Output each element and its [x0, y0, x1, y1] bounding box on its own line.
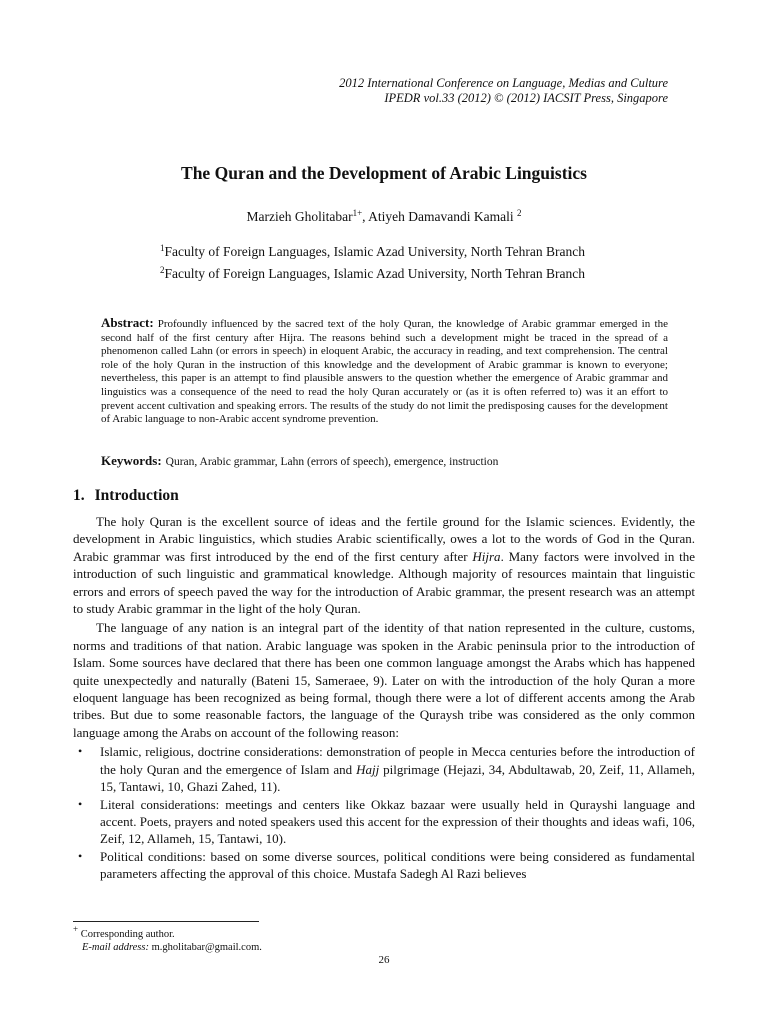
conference-header: [339, 76, 668, 106]
list-item: [78, 848, 695, 883]
author-separator: ,: [362, 209, 369, 224]
footnote-line-2: [73, 941, 262, 954]
affiliation-2: [160, 266, 585, 282]
affiliation-1: [160, 244, 585, 260]
bullet-2-text: Literal considerations: meetings and centers like Okkaz bazaar were usually held in Qurayshi language and accent. Poets, prayers and noted speakers used this accent for the expression of their thoughts and ideas wafi, 106, Zeif, 12, Allameh, 15, Tantawi, 10).: [100, 796, 695, 847]
keywords-label: Keywords:: [101, 453, 162, 468]
paragraph-1-hijra: Hijra: [472, 548, 501, 564]
author-1-name: Marzieh Gholitabar: [246, 209, 353, 224]
affiliation-1-text: Faculty of Foreign Languages, Islamic Azad University, North Tehran Branch: [164, 244, 585, 259]
paragraph-1-text-a: The holy Quran is the excellent source of ideas and the fertile ground for the Islamic sciences. Evidently, the development in Arabic linguistics, which studies Arabic scientifically, owes a lot to the words of God in the Quran. Arabic grammar was first introduced by the end of the first century after: [73, 514, 695, 564]
affiliation-1-mark: 1: [160, 243, 165, 253]
bullet-icon: •: [78, 848, 83, 863]
section-title: Introduction: [94, 487, 179, 504]
bullet-3-text: Political conditions: based on some diverse sources, political conditions were being considered as fundamental parameters affecting the approval of this choice. Mustafa Sadegh Al Razi believes: [100, 848, 695, 882]
abstract: [101, 316, 668, 427]
bullet-icon: •: [78, 796, 83, 811]
footnote-marker: +: [73, 924, 79, 934]
paragraph-1-text-b: . Many factors were involved in the introduction of such linguistic and grammatical knowledge. Although majority of resources maintain that linguistic errors and errors of speech paved the way for the introduction of Arabic grammar, the present research was an attempt to study Arabic grammar in the light of the holy Quran.: [73, 548, 695, 617]
publication-info: IPEDR vol.33 (2012) © (2012) IACSIT Press, Singapore: [384, 91, 668, 105]
email-address: m.gholitabar@gmail.com.: [148, 942, 262, 953]
list-item: [78, 796, 695, 848]
abstract-label: Abstract:: [101, 315, 154, 330]
keywords-text: Quran, Arabic grammar, Lahn (errors of speech), emergence, instruction: [165, 456, 499, 468]
paper-title: The Quran and the Development of Arabic Linguistics: [181, 163, 587, 183]
bullet-icon: •: [78, 744, 83, 759]
footnote-corresponding: Corresponding author.: [78, 929, 175, 940]
paragraph-1: [73, 513, 695, 617]
author-2-affiliation-mark: 2: [517, 208, 522, 218]
section-number: 1.: [73, 487, 85, 504]
list-item: [78, 743, 695, 795]
affiliation-2-text: Faculty of Foreign Languages, Islamic Azad University, North Tehran Branch: [164, 266, 585, 281]
bullet-1-hajj: Hajj: [356, 761, 380, 777]
page-number: 26: [378, 954, 390, 966]
author-1-affiliation-mark: 1+: [352, 208, 363, 218]
bullet-1-text-b: pilgrimage (Hejazi, 34, Abdultawab, 20, Zeif, 11, Allameh, 15, Tantawi, 10, Ghazi Zahed, 11).: [100, 761, 695, 795]
footnote: [73, 924, 262, 954]
email-label: E-mail address:: [82, 942, 149, 953]
abstract-text: Profoundly influenced by the sacred text of the holy Quran, the knowledge of Arabic grammar emerged in the second half of the first century after Hijra. The reasons behind such a development might be traced in the spread of a phenomenon called Lahn (or errors in speech) in eloquent Arabic, the accuracy in reading, and text comprehension. The central role of the holy Quran in the instruction of this knowledge and the development of Arabic grammar is known to everyone; nevertheless, this paper is an attempt to find plausible answers to the question whether the emergence of Arabic grammar and linguistics was a consequence of the need to read the holy Quran accurately or (as it is often referred to) was it an effort to prevent accent cultivation and speaking errors. The results of the study do not limit the predisposing causes for the development of Arabic language to non-Arabic accent syndrome prevention.: [101, 318, 668, 426]
author-line: [0, 209, 768, 225]
paragraph-2: The language of any nation is an integral part of the identity of that nation represented in the culture, customs, norms and traditions of that nation. Arabic language was spoken in the Arabic peninsula prior to the introduction of Islam. Some sources have declared that there has been one common language amongst the Arabs which has happened quite unexpectedly and naturally (Bateni 15, Sameraee, 9). Later on with the introduction of the holy Quran a more eloquent language has been recognized as being formal, though there were a lot of different accents among the Arab tribes. But due to some reasonable factors, the language of the Quraysh tribe was considered as the only common language among the Arabs on account of the following reason:: [73, 620, 695, 740]
keywords: [101, 453, 668, 469]
footnote-divider: [73, 921, 259, 922]
introduction-body: [73, 513, 695, 883]
conference-name: 2012 International Conference on Language, Medias and Culture: [339, 76, 668, 90]
footnote-line-1: [73, 924, 262, 941]
reason-list: [73, 743, 695, 882]
bullet-1-text-a: Islamic, religious, doctrine considerations: demonstration of people in Mecca centuries before the introduction of the holy Quran and the emergence of Islam and: [100, 744, 695, 777]
section-heading: [73, 487, 179, 505]
author-2-name: Atiyeh Damavandi Kamali: [368, 209, 518, 224]
affiliation-2-mark: 2: [160, 265, 165, 275]
